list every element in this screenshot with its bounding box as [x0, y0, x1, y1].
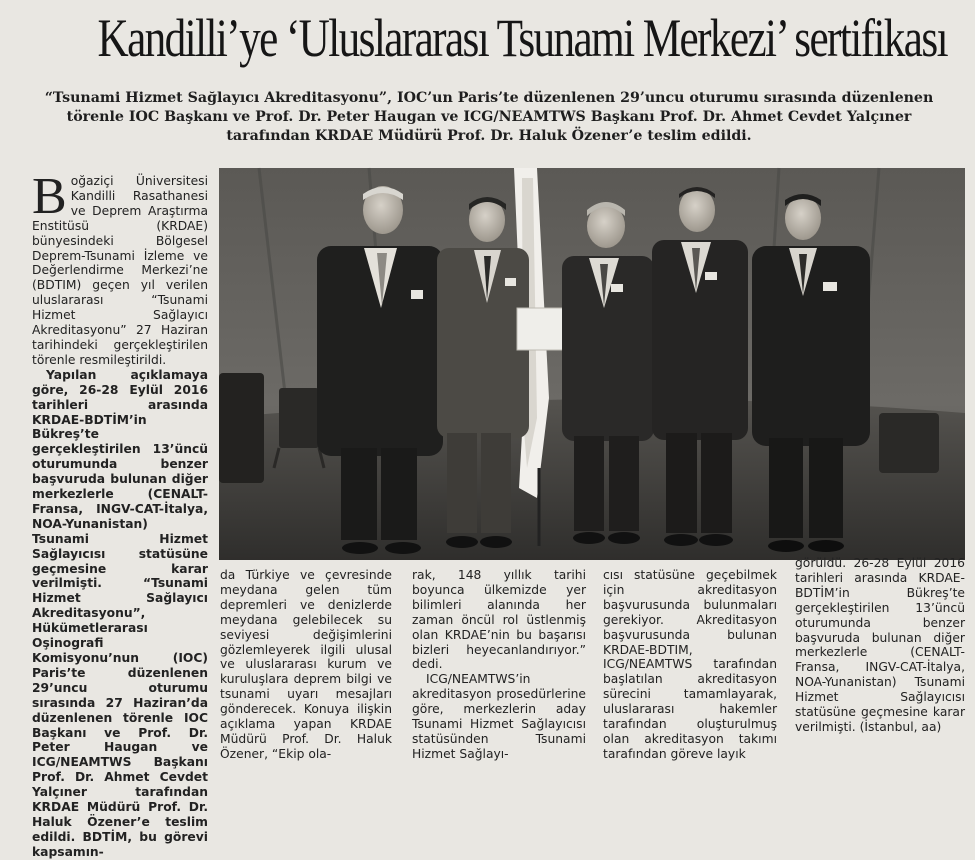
paragraph: Yapılan açıklamaya göre, 26-28 Eylül 2016 tarihleri arasında KRDAE-BDTİM’in Bükreş’te gerçekleştirilen 13’üncü oturumunda benzer başvuruda bulunan diğer merkezlerle (CENALT-Fransa, INGV-CAT-İtalya, NOA-Yunanistan) Tsunami Hizmet Sağlayıcısı statüsüne geçmesine karar verilmişti. “Tsunami Hizmet Sağlayıcı Akreditasyonu”, Hükümetlerarası Oşinografi Komisyonu’nun (IOC) Paris’te düzenlenen 29’uncu oturumu sırasında 27 Haziran’da düzenlenen törenle IOC Başkanı ve Prof. Dr. Peter Haugan ve ICG/NEAMTWS Başkanı Prof. Dr. Ahmet Cevdet Yalçıner tarafından KRDAE Müdürü Prof. Dr. Haluk Özener’e teslim edildi. BDTİM, bu görevi kapsamın- — [32, 367, 208, 859]
article-column-2 — [220, 568, 392, 762]
article-column-3 — [412, 568, 586, 762]
article-column-4 — [603, 568, 777, 762]
paragraph: cısı statüsüne geçebilmek için akreditasyon başvurusunda bulunmaları gerekiyor. Akreditasyon başvurusunda bulunan KRDAE-BDTIM, ICG/NEAMTWS tarafından başlatılan akreditasyon sürecini tamamlayarak, uluslararası hakemler tarafından oluşturulmuş olan akreditasyon takımı tarafından göreve layık — [603, 568, 777, 761]
paragraph: ICG/NEAMTWS’in akreditasyon prosedürlerine göre, merkezlerin aday Tsunami Hizmet Sağlayıcısı statüsünden Tsunami Hizmet Sağlayı- — [412, 672, 586, 761]
paragraph: rak, 148 yıllık tarihi boyunca ülkemizde yer bilimleri alanında her zaman öncül rol üstlenmiş olan KRDAE’nin bu başarısı bizleri heyecanlandırıyor.” dedi. — [412, 568, 586, 672]
source-credit: (İstanbul, aa) — [859, 719, 942, 734]
article-photo — [219, 168, 965, 560]
subheadline: “Tsunami Hizmet Sağlayıcı Akreditasyonu”, IOC’un Paris’te düzenlenen 29’uncu oturumu sırasında düzenlenen törenle IOC Başkanı ve Prof. Dr. Peter Haugan ve ICG/NEAMTWS Başkanı Prof. Dr. Ahmet Cevdet Yalçıner tarafından KRDAE Müdürü Prof. Dr. Haluk Özener’e teslim edildi. — [44, 90, 934, 144]
paragraph: görüldü. 26-28 Eylül 2016 tarihleri arasında KRDAE-BDTİM’in Bükreş’te gerçekleştirilen 13’üncü oturumunda benzer başvuruda bulunan diğer merkezlerle (CENALT-Fransa, INGV-CAT-İtalya, NOA-Yunanistan) Tsunami Hizmet Sağlayıcısı statüsüne geçmesine karar verilmişti. — [795, 556, 965, 734]
article-column-1 — [32, 168, 208, 859]
paragraph: da Türkiye ve çevresinde meydana gelen tüm depremleri ve denizlerde meydana gelebilecek su seviyesi değişimlerini gözlemleyerek ilgili ulusal ve uluslararası kurum ve kuruluşlara deprem bilgi ve tsunami uyarı mesajları gönderecek. Konuya ilişkin açıklama yapan KRDAE Müdürü Prof. Dr. Haluk Özener, “Ekip ola- — [220, 568, 392, 761]
dropcap: B — [32, 168, 67, 225]
paragraph: oğaziçi Üniversitesi Kandilli Rasathanesi ve Deprem Araştırma Enstitüsü (KRDAE) bünyesindeki Bölgesel Deprem-Tsunami İzleme ve Değerlendirme Merkezi’ne (BDTIM) geçen yıl verilen uluslararası “Tsunami Hizmet Sağlayıcı Akreditasyonu” 27 Haziran tarihindeki gerçekleştirilen törenle resmileştirildi. — [32, 174, 208, 367]
article-column-5 — [795, 556, 965, 735]
headline: Kandilli’ye ‘Uluslararası Tsunami Merkezi’ sertifikası — [97, 8, 947, 68]
